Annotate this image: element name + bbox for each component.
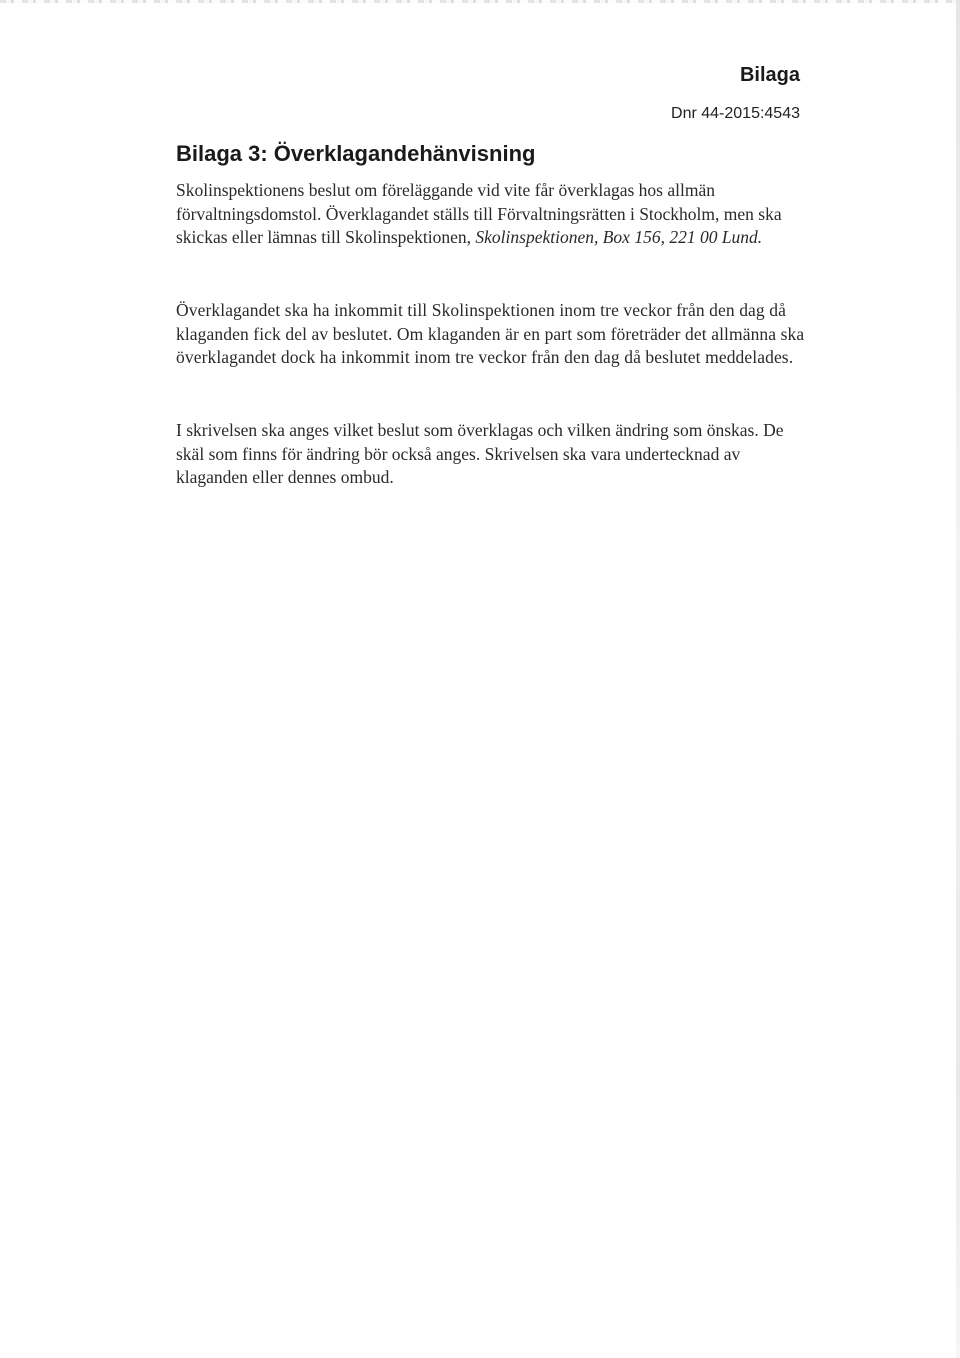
paragraph-deadline: Överklagandet ska ha inkommit till Skolinspektionen inom tre veckor från den dag då klaganden fick del av beslutet. Om klaganden är en part som företräder det allmänna ska överklagandet dock ha inkommit inom tre veckor från den dag då beslutet meddelades. — [176, 300, 805, 367]
registration-number: Dnr 44-2015:4543 — [671, 105, 800, 122]
document-type-label: Bilaga — [739, 64, 800, 86]
scan-edge-top — [0, 0, 960, 3]
paragraph-appeal-text: Skolinspektionens beslut om föreläggande vid vite får överklagas hos allmän förvaltningsdomstol. Överklagandet ställs till Förvaltningsrätten i Stockholm, men ska skickas eller lämnas till Skolinspektionen, — [176, 180, 782, 247]
paragraph-appeal-instructions — [176, 179, 806, 250]
address-italic: Skolinspektionen, Box 156, 221 00 Lund. — [475, 227, 763, 247]
page-title: Bilaga 3: Överklagandehänvisning — [176, 141, 536, 166]
paragraph-letter-requirements: I skrivelsen ska anges vilket beslut som överklagas och vilken ändring som önskas. De skäl som finns för ändring bör också anges. Skrivelsen ska vara undertecknad av klaganden eller dennes ombud. — [176, 420, 784, 487]
scan-edge-right — [956, 0, 960, 1358]
